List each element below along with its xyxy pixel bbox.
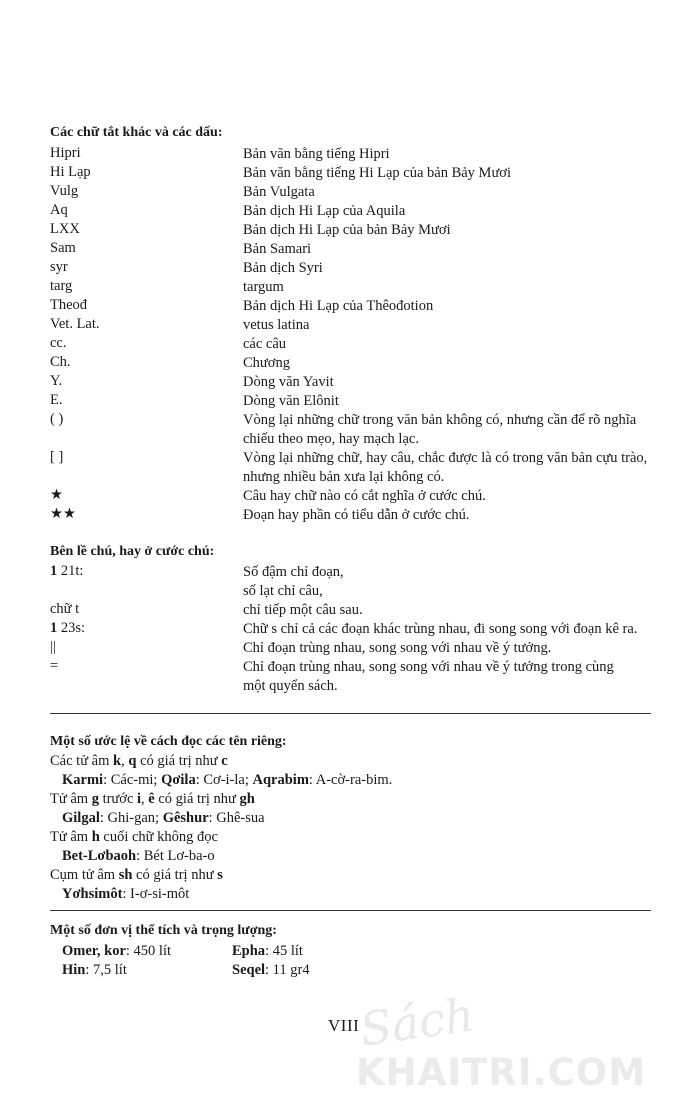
- abbr-meaning: Chương: [243, 355, 290, 371]
- margin-meaning-continued: số lạt chỉ câu,: [243, 583, 323, 599]
- unit-name: Epha: [232, 943, 266, 959]
- abbr-term: ★: [50, 487, 63, 503]
- abbr-meaning: Vòng lại những chữ, hay câu, chắc được là có trong văn bản cựu trào,: [243, 450, 648, 466]
- abbr-meaning-continued: nhưng nhiều bản xưa lại không có.: [243, 469, 445, 485]
- pronunciation-rule: [50, 829, 218, 846]
- abbr-term: Y.: [50, 373, 63, 389]
- abbr-meaning: Bản Vulgata: [243, 184, 315, 200]
- abbr-meaning: vetus latina: [243, 317, 310, 333]
- rule-letter: ê: [148, 791, 155, 807]
- pronunciation-rule: [50, 791, 255, 808]
- abbr-meaning: Bản dịch Hi Lạp của bản Bảy Mươi: [243, 222, 451, 238]
- margin-term-rest: 23s:: [57, 620, 86, 636]
- unit-value: : 450 lít: [125, 943, 172, 959]
- abbr-meaning: Bản văn bằng tiếng Hipri: [243, 146, 390, 162]
- example-reading: : A-cờ-ra-bim.: [308, 772, 393, 788]
- watermark-script: Sách: [356, 987, 478, 1057]
- example-name: Aqrabim: [252, 772, 309, 788]
- rule-letter: c: [221, 753, 228, 769]
- margin-term-rest: =: [50, 658, 59, 674]
- abbr-meaning: Bản Samari: [243, 241, 312, 257]
- abbr-term: syr: [50, 259, 68, 275]
- unit-value: : 45 lít: [265, 943, 303, 959]
- abbr-term: Vet. Lat.: [50, 316, 100, 332]
- example-name: Yơhsimôt: [62, 886, 123, 902]
- rule-text: ,: [141, 791, 149, 807]
- example-name: Karmi: [62, 772, 104, 788]
- rule-text: có giá trị như: [136, 753, 222, 769]
- page-number: VIII: [328, 1016, 360, 1035]
- abbr-meaning: các câu: [243, 336, 287, 352]
- margin-meaning: Chữ s chỉ cả các đoạn khác trùng nhau, đi song song với đoạn kê ra.: [243, 621, 638, 637]
- unit-epha: [232, 943, 303, 960]
- rule-letter: gh: [239, 791, 255, 807]
- abbr-term: Vulg: [50, 183, 79, 199]
- pronunciation-example: [62, 772, 392, 789]
- section-divider: [50, 910, 651, 911]
- abbr-meaning: Vòng lại những chữ trong văn bản không có, nhưng cần để rõ nghĩa: [243, 412, 637, 428]
- abbr-meaning: Bản văn bằng tiếng Hi Lạp của bản Bảy Mươi: [243, 165, 512, 181]
- rule-letter: h: [91, 829, 100, 845]
- rule-text: có giá trị như: [154, 791, 240, 807]
- abbr-meaning: Câu hay chữ nào có cắt nghĩa ở cước chú.: [243, 488, 486, 504]
- example-reading: : Các-mi;: [103, 772, 162, 788]
- rule-letter: q: [128, 753, 137, 769]
- rule-text: Tử âm: [50, 791, 92, 807]
- margin-term-rest: 21t:: [57, 563, 84, 579]
- example-name: Qơila: [161, 772, 196, 788]
- abbr-meaning: Bản dịch Syri: [243, 260, 323, 276]
- margin-notes-title: Bên lề chú, hay ở cước chú:: [50, 544, 215, 559]
- margin-meaning: chỉ tiếp một câu sau.: [243, 602, 363, 618]
- margin-term: [50, 563, 83, 580]
- abbr-meaning-continued: chiếu theo mẹo, hay mạch lạc.: [243, 431, 419, 447]
- abbr-term: ★★: [50, 506, 76, 522]
- example-reading: : I-ơ-si-môt: [122, 886, 190, 902]
- abbr-meaning: Bản dịch Hi Lạp của Aquila: [243, 203, 406, 219]
- abbr-meaning: Dòng văn Elônit: [243, 393, 339, 409]
- section-divider: [50, 713, 651, 714]
- abbr-term: LXX: [50, 221, 80, 237]
- pronunciation-example: [62, 810, 265, 827]
- unit-name: Seqel: [232, 962, 266, 978]
- abbr-term: Hi Lạp: [50, 164, 91, 180]
- abbr-term: Aq: [50, 202, 68, 218]
- margin-term-rest: chữ t: [50, 601, 80, 617]
- example-reading: : Ghi-gan;: [99, 810, 163, 826]
- abbr-term: Theođ: [50, 297, 88, 313]
- margin-term-bold: 1: [50, 563, 58, 579]
- pronunciation-example: [62, 848, 215, 865]
- example-name: Gilgal: [62, 810, 100, 826]
- abbr-term: Ch.: [50, 354, 71, 370]
- rule-text: Cụm tử âm: [50, 867, 119, 883]
- margin-term-rest: ||: [50, 639, 56, 655]
- unit-name: Hin: [62, 962, 86, 978]
- unit-seqel: [232, 962, 310, 979]
- abbr-term: cc.: [50, 335, 67, 351]
- unit-omer-kor: [62, 943, 171, 960]
- pronunciation-example: [62, 886, 189, 903]
- margin-term: [50, 639, 56, 656]
- margin-term: [50, 601, 79, 618]
- abbr-meaning: targum: [243, 279, 284, 295]
- margin-term: [50, 658, 58, 675]
- rule-text: có giá trị như: [132, 867, 218, 883]
- margin-term-bold: 1: [50, 620, 58, 636]
- unit-value: : 11 gr4: [265, 962, 310, 978]
- unit-name: Omer, kor: [62, 943, 126, 959]
- rule-letter: sh: [118, 867, 133, 883]
- abbr-term: E.: [50, 392, 63, 408]
- abbr-meaning: Bản dịch Hi Lạp của Thêođotion: [243, 298, 434, 314]
- abbr-term: Hipri: [50, 145, 81, 161]
- rule-letter: k: [113, 753, 122, 769]
- units-title: Một số đơn vị thể tích và trọng lượng:: [50, 923, 277, 938]
- rule-letter: i: [137, 791, 142, 807]
- pronunciation-rule: [50, 867, 223, 884]
- margin-term: [50, 620, 85, 637]
- example-reading: : Cơ-i-la;: [195, 772, 253, 788]
- rule-letter: s: [217, 867, 223, 883]
- pronunciation-rule: [50, 753, 228, 770]
- abbreviations-title: Các chữ tắt khác và các dấu:: [50, 125, 223, 140]
- margin-meaning: Số đậm chỉ đoạn,: [243, 564, 344, 580]
- unit-hin: [62, 962, 127, 979]
- unit-value: : 7,5 lít: [85, 962, 127, 978]
- abbr-term: ( ): [50, 411, 64, 427]
- rule-text: Các tử âm: [50, 753, 114, 769]
- rule-text: trước: [98, 791, 138, 807]
- margin-meaning-continued: một quyển sách.: [243, 678, 338, 694]
- abbr-meaning: Đoạn hay phần có tiểu dẫn ở cước chú.: [243, 507, 470, 523]
- rule-letter: g: [91, 791, 99, 807]
- rule-text: cuối chữ không đọc: [99, 829, 218, 845]
- abbr-term: Sam: [50, 240, 76, 256]
- example-name: Bet-Lơbaoh: [62, 848, 137, 864]
- example-reading: : Ghê-sua: [208, 810, 265, 826]
- example-reading: : Bét Lơ-ba-o: [136, 848, 215, 864]
- abbr-term: targ: [50, 278, 73, 294]
- margin-meaning: Chỉ đoạn trùng nhau, song song với nhau về ý tưởng trong cùng: [243, 659, 614, 675]
- pronunciation-title: Một số ước lệ về cách đọc các tên riêng:: [50, 734, 287, 749]
- abbr-meaning: Dòng văn Yavit: [243, 374, 334, 390]
- abbr-term: [ ]: [50, 449, 64, 465]
- rule-text: Tử âm: [50, 829, 92, 845]
- rule-text: ,: [121, 753, 129, 769]
- margin-meaning: Chỉ đoạn trùng nhau, song song với nhau về ý tưởng.: [243, 640, 552, 656]
- example-name: Gêshur: [162, 810, 209, 826]
- watermark-text: KHAITRI.COM: [356, 1051, 647, 1094]
